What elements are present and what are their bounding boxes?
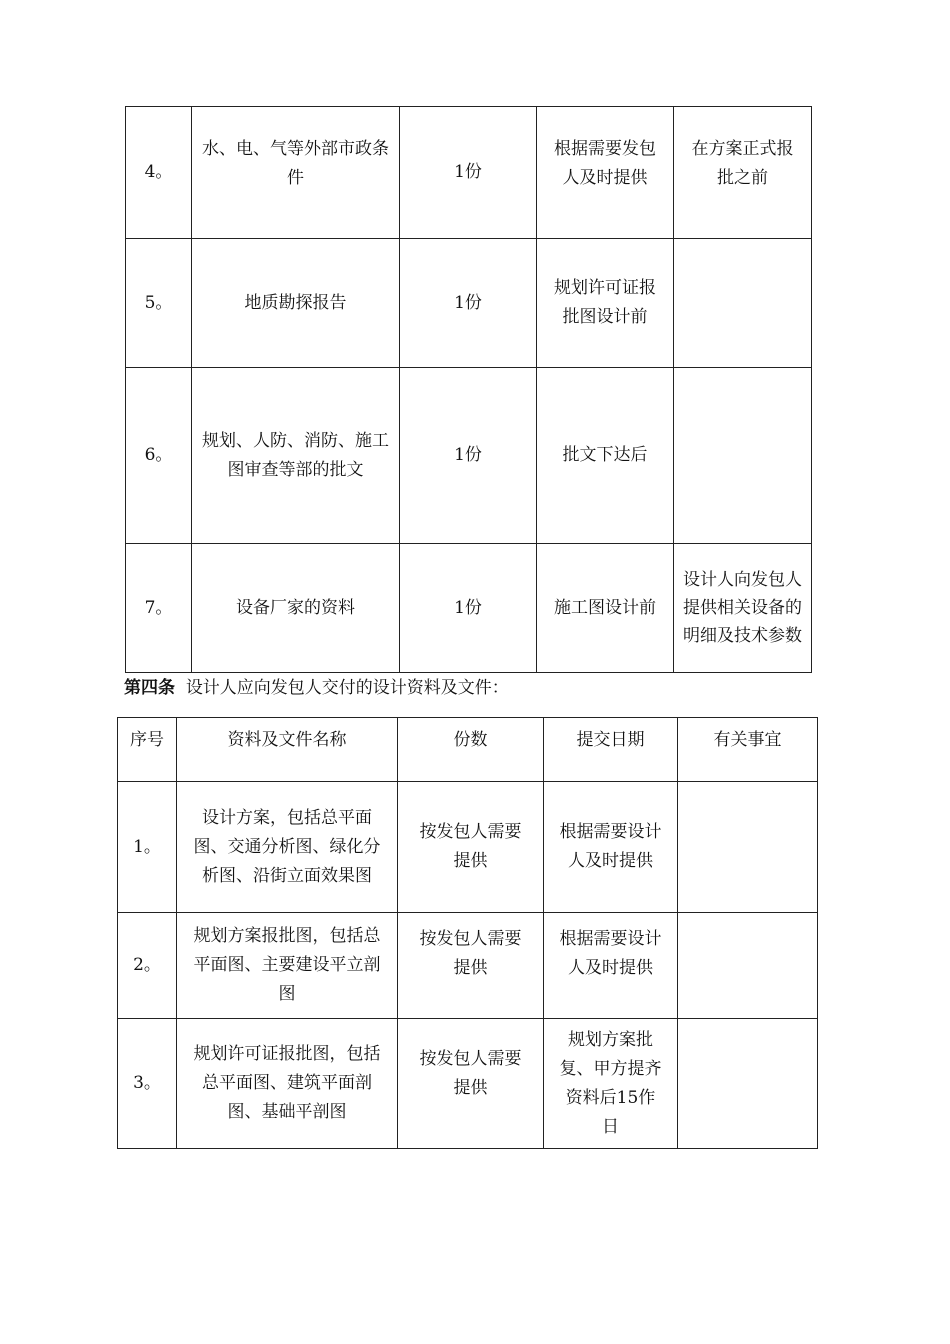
table-row bbox=[126, 107, 812, 239]
header-cell: 资料及文件名称 bbox=[177, 718, 398, 782]
submit-date: 根据需要设计人及时提供 bbox=[544, 782, 678, 913]
materials-table-upper bbox=[125, 106, 812, 673]
remarks bbox=[678, 1019, 818, 1149]
material-name: 规划、人防、消防、施工图审查等部的批文 bbox=[192, 368, 400, 544]
provide-time: 根据需要发包人及时提供 bbox=[537, 107, 674, 239]
provide-time: 批文下达后 bbox=[537, 368, 674, 544]
material-name: 设备厂家的资料 bbox=[192, 544, 400, 673]
remarks bbox=[674, 368, 812, 544]
header-cell: 有关事宜 bbox=[678, 718, 818, 782]
provide-time: 施工图设计前 bbox=[537, 544, 674, 673]
row-number: 7。 bbox=[126, 544, 192, 673]
document-name: 规划方案报批图，包括总平面图、主要建设平立剖图 bbox=[177, 913, 398, 1019]
deliverables-table bbox=[117, 717, 818, 1149]
table-row bbox=[118, 1019, 818, 1149]
quantity: 按发包人需要提供 bbox=[398, 782, 544, 913]
quantity: 1份 bbox=[400, 368, 537, 544]
header-cell: 序号 bbox=[118, 718, 177, 782]
quantity: 按发包人需要提供 bbox=[398, 1019, 544, 1149]
header-cell: 提交日期 bbox=[544, 718, 678, 782]
row-number: 6。 bbox=[126, 368, 192, 544]
remarks bbox=[678, 913, 818, 1019]
table-row bbox=[126, 544, 812, 673]
section-text: 设计人应向发包人交付的设计资料及文件： bbox=[185, 678, 509, 698]
section-label: 第四条 bbox=[124, 678, 175, 698]
submit-date: 规划方案批复、甲方提齐资料后15作日 bbox=[544, 1019, 678, 1149]
remarks: 设计人向发包人提供相关设备的明细及技术参数 bbox=[674, 544, 812, 673]
row-number: 5。 bbox=[126, 239, 192, 368]
remarks: 在方案正式报批之前 bbox=[674, 107, 812, 239]
table-row bbox=[118, 913, 818, 1019]
document-name: 设计方案，包括总平面图、交通分析图、绿化分析图、沿街立面效果图 bbox=[177, 782, 398, 913]
quantity: 1份 bbox=[400, 107, 537, 239]
quantity: 1份 bbox=[400, 544, 537, 673]
provide-time: 规划许可证报批图设计前 bbox=[537, 239, 674, 368]
table-row bbox=[126, 368, 812, 544]
table-header-row bbox=[118, 718, 818, 782]
submit-date: 根据需要设计人及时提供 bbox=[544, 913, 678, 1019]
row-number: 3。 bbox=[118, 1019, 177, 1149]
row-number: 4。 bbox=[126, 107, 192, 239]
row-number: 2。 bbox=[118, 913, 177, 1019]
remarks bbox=[678, 782, 818, 913]
header-cell: 份数 bbox=[398, 718, 544, 782]
section-heading bbox=[124, 674, 509, 702]
quantity: 按发包人需要提供 bbox=[398, 913, 544, 1019]
quantity: 1份 bbox=[400, 239, 537, 368]
table-row bbox=[126, 239, 812, 368]
material-name: 地质勘探报告 bbox=[192, 239, 400, 368]
table-row bbox=[118, 782, 818, 913]
row-number: 1。 bbox=[118, 782, 177, 913]
document-name: 规划许可证报批图，包括总平面图、建筑平面剖图、基础平剖图 bbox=[177, 1019, 398, 1149]
material-name: 水、电、气等外部市政条件 bbox=[192, 107, 400, 239]
remarks bbox=[674, 239, 812, 368]
